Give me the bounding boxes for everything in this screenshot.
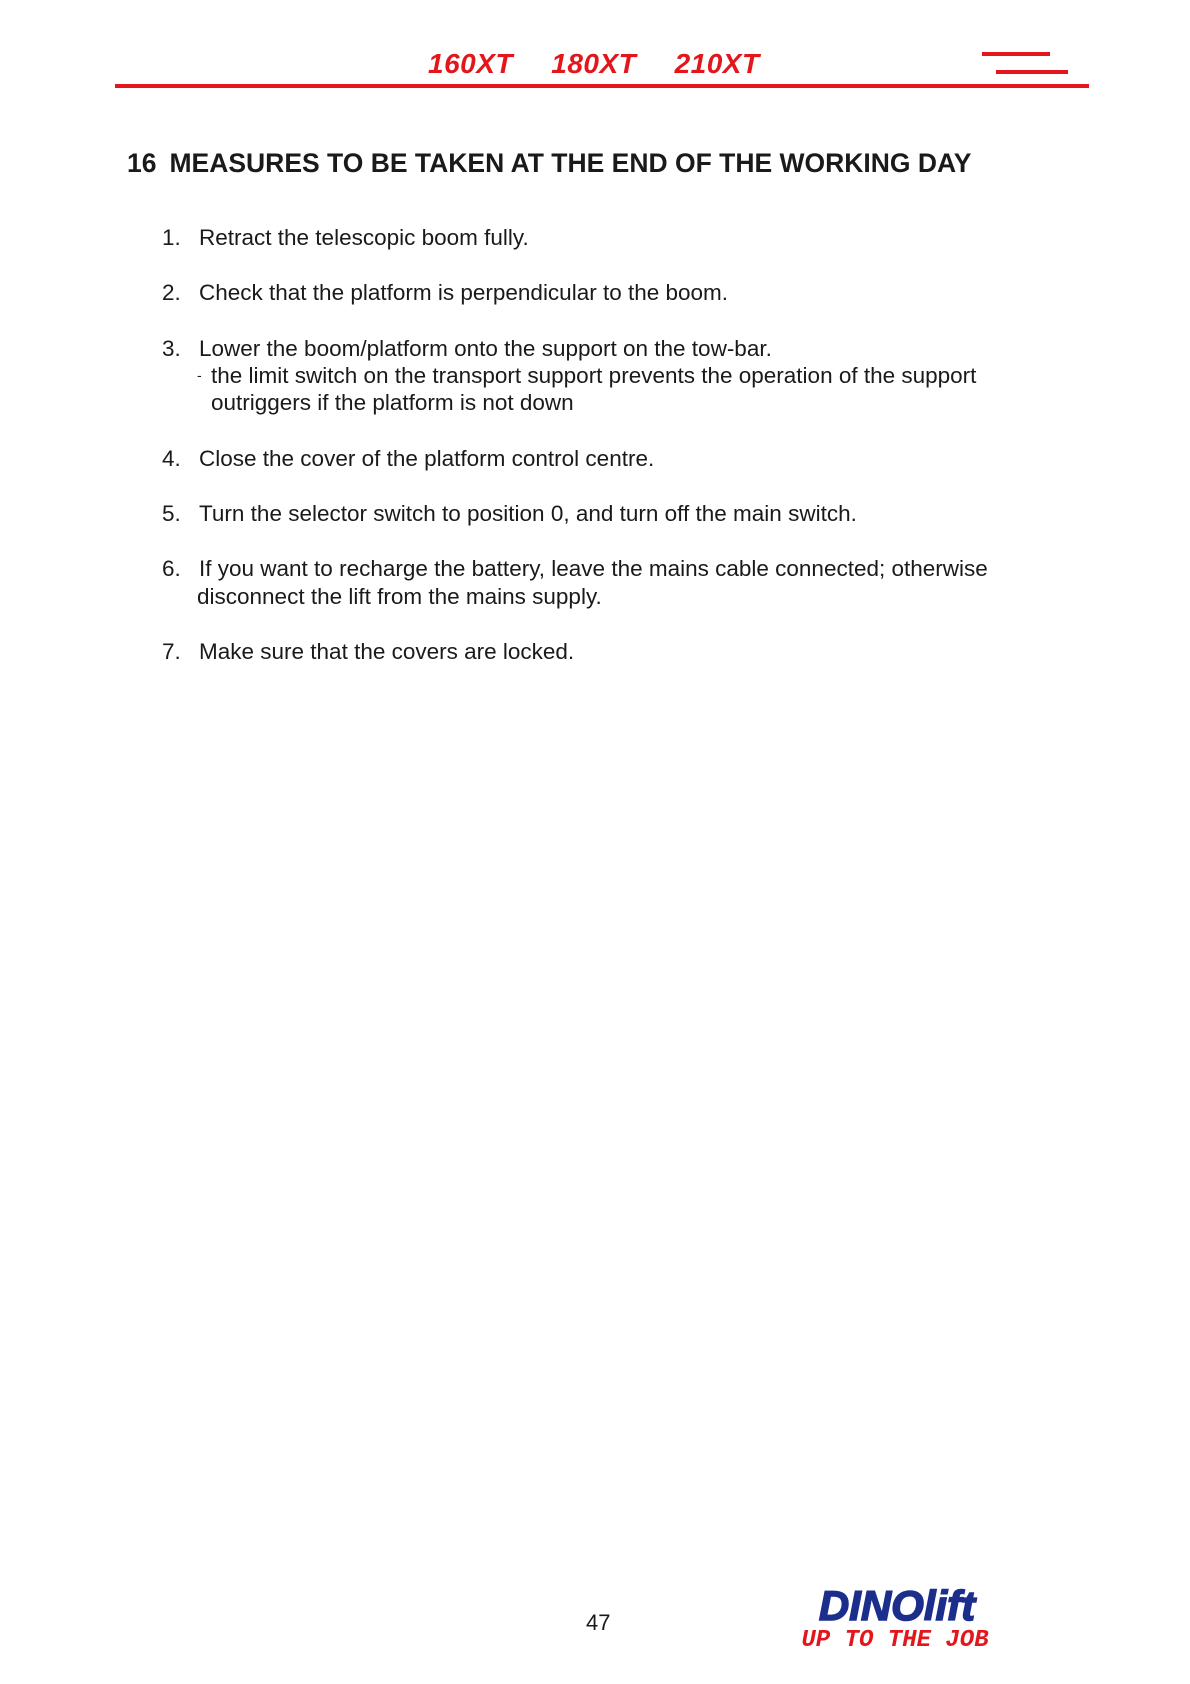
page-number: 47	[586, 1610, 611, 1635]
step-text: Retract the telescopic boom fully.	[199, 225, 529, 250]
sub-bullet-text: the limit switch on the transport support prevents the operation of the support	[211, 363, 977, 388]
step-number: 5.	[162, 501, 181, 526]
section-heading: MEASURES TO BE TAKEN AT THE END OF THE WORKING DAY	[169, 148, 972, 178]
list-item	[162, 445, 655, 472]
step-number: 7.	[162, 639, 181, 664]
list-item	[162, 555, 988, 582]
step-number: 4.	[162, 446, 181, 471]
step-text: If you want to recharge the battery, leave the mains cable connected; otherwise	[199, 556, 988, 581]
header-model: 180XT	[551, 48, 637, 79]
step-text: Make sure that the covers are locked.	[199, 639, 575, 664]
section-title	[127, 148, 971, 179]
step-text: Lower the boom/platform onto the support on the tow-bar.	[199, 336, 772, 361]
logo-tagline: UP TO THE JOB	[801, 1627, 989, 1650]
step-number: 2.	[162, 280, 181, 305]
step-text: Turn the selector switch to position 0, and turn off the main switch.	[199, 501, 857, 526]
header-brand-mark	[982, 52, 1072, 78]
sub-bullet-dash: -	[197, 367, 202, 383]
step-text: Close the cover of the platform control centre.	[199, 446, 655, 471]
list-item	[162, 500, 857, 527]
step-number: 1.	[162, 225, 181, 250]
list-item	[162, 335, 772, 362]
header-model: 210XT	[674, 48, 760, 79]
header-mark-line	[996, 70, 1068, 74]
header-rule	[115, 84, 1089, 88]
list-item	[162, 638, 575, 665]
header-mark-line	[982, 52, 1050, 56]
section-number: 16	[127, 148, 157, 178]
step-number: 3.	[162, 336, 181, 361]
dinolift-logo	[794, 1586, 1004, 1650]
header-model-list	[428, 48, 790, 80]
list-item	[162, 279, 729, 306]
step-number: 6.	[162, 556, 181, 581]
header-model: 160XT	[428, 48, 513, 79]
logo-wordmark: DINOlift	[818, 1586, 976, 1629]
step-text: Check that the platform is perpendicular to the boom.	[199, 280, 729, 305]
step-continuation: disconnect the lift from the mains supply.	[197, 584, 602, 609]
list-item	[162, 224, 529, 251]
sub-bullet-text: outriggers if the platform is not down	[211, 390, 574, 415]
